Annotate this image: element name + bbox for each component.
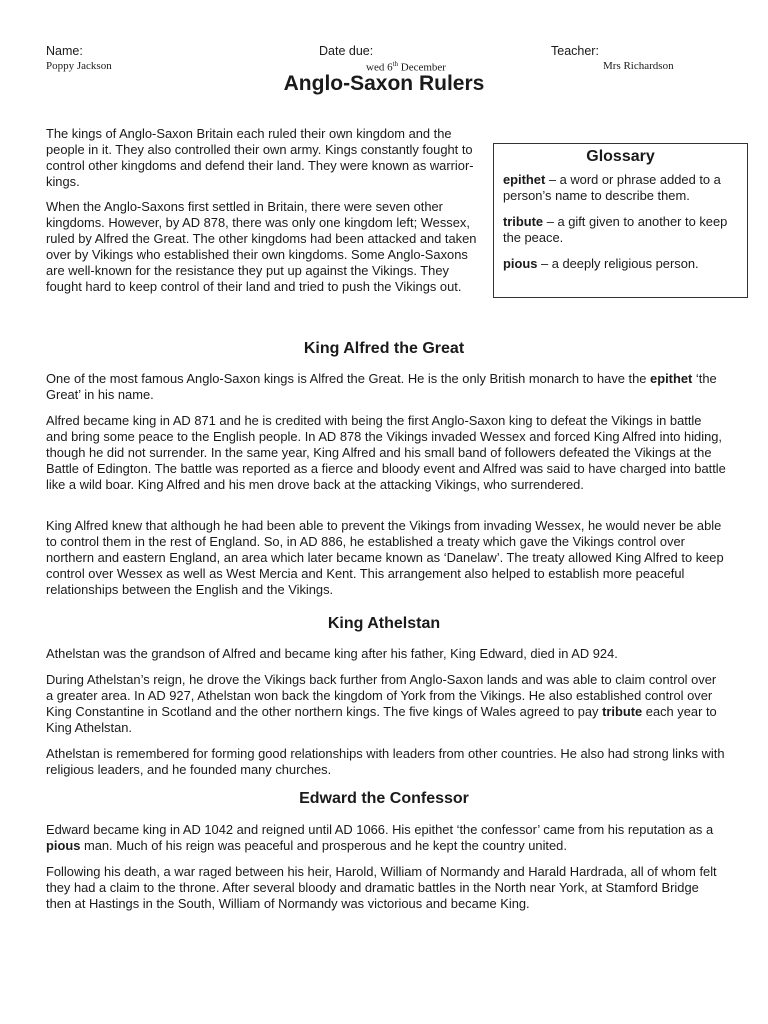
athelstan-paragraph-3: Athelstan is remembered for forming good relationships with leaders from other countries. He also had strong links with religious leaders, and he founded many churches. — [46, 746, 725, 777]
alfred-paragraph-1: One of the most famous Anglo-Saxon kings is Alfred the Great. He is the only British monarch to have the epithet ‘the Great’ in his name. — [46, 371, 717, 402]
date-label: Date due: — [319, 44, 374, 58]
page-title: Anglo-Saxon Rulers — [283, 72, 485, 95]
glossary-box — [493, 143, 748, 298]
teacher-value: Mrs Richardson — [603, 60, 674, 72]
glossary-entry — [503, 172, 738, 204]
glossary-term: tribute — [503, 214, 544, 229]
name-value: Poppy Jackson — [46, 60, 112, 72]
glossary-term: epithet — [503, 172, 546, 187]
date-value-prefix: wed 6 — [366, 61, 393, 74]
athelstan-paragraph-2: During Athelstan’s reign, he drove the Vikings back further from Anglo-Saxon lands and was able to claim control over a greater area. In AD 927, Athelstan won back the kingdom of York from the Vikings. He also established control over King Constantine in Scotland and the other northern kings. The five kings of Wales agreed to pay tribute each year to King Athelstan. — [46, 672, 717, 735]
tribute-term: tribute — [602, 704, 643, 719]
glossary-definition: – a deeply religious person. — [537, 256, 699, 271]
section-heading-alfred: King Alfred the Great — [303, 340, 465, 357]
glossary-definition: – a gift given to another to keep the peace. — [503, 214, 728, 245]
name-label: Name: — [46, 44, 83, 58]
edward-paragraph-1: Edward became king in AD 1042 and reigned until AD 1066. His epithet ‘the confessor’ came from his reputation as a pious man. Much of his reign was peaceful and prosperous and he kept the country united. — [46, 822, 714, 853]
glossary-entry — [503, 214, 738, 246]
date-value-sup: th — [392, 60, 399, 68]
edward-paragraph-2: Following his death, a war raged between his heir, Harold, William of Normandy and Harald Hardrada, all of whom felt they had a claim to the throne. After several bloody and dramatic battles in the North near York, at Stamford Bridge then at Hastings in the South, William of Normandy was victorious and became King. — [46, 864, 717, 911]
alfred-paragraph-2: Alfred became king in AD 871 and he is credited with being the first Anglo-Saxon king to defeat the Vikings in battle and bring some peace to the English people. In AD 878 the Vikings invaded Wessex and forced King Alfred into hiding, though he did not surrender. In the same year, King Alfred and his small band of followers defeated the Vikings at the Battle of Edington. The battle was reported as a fierce and bloody event and Alfred was said to have charged into battle like a wild boar. King Alfred and his men drove back at the attacking Vikings, who surrendered. — [46, 413, 726, 492]
pious-term: pious — [46, 838, 81, 853]
epithet-term: epithet — [650, 371, 693, 386]
section-heading-edward: Edward the Confessor — [299, 790, 469, 807]
intro-paragraph-2: When the Anglo-Saxons first settled in Britain, there were seven other kingdoms. However, by AD 878, there was only one kingdom left; Wessex, ruled by Alfred the Great. The other kingdoms had been attacked and taken over by Vikings who established their own kingdoms. Some Anglo-Saxons are well-known for the resistance they put up against the Vikings. They fought hard to keep control of their land and tried to push the Vikings out. — [46, 199, 477, 294]
intro-paragraph-1: The kings of Anglo-Saxon Britain each ruled their own kingdom and the people in it. They also controlled their own army. Kings constantly fought to control other kingdoms and defend their land. They were known as warrior-kings. — [46, 126, 474, 189]
teacher-label: Teacher: — [551, 44, 599, 58]
alfred-paragraph-3: King Alfred knew that although he had been able to prevent the Vikings from invading Wessex, he would never be able to control them in the rest of England. So, in AD 886, he established a treaty which gave the Vikings control over northern and eastern England, an area which later became known as ‘Danelaw’. The treaty allowed King Alfred to keep control over Wessex as well as West Mercia and Kent. This arrangement also helped to establish more peaceful relationships between the English and the Vikings. — [46, 518, 724, 597]
date-value-suffix: December — [398, 61, 446, 74]
glossary-term: pious — [503, 256, 538, 271]
section-heading-athelstan: King Athelstan — [327, 615, 441, 632]
glossary-definition: – a word or phrase added to a person’s name to describe them. — [503, 172, 721, 203]
glossary-entry — [503, 256, 738, 272]
glossary-title: Glossary — [586, 148, 655, 165]
athelstan-paragraph-1: Athelstan was the grandson of Alfred and became king after his father, King Edward, died in AD 924. — [46, 646, 618, 661]
